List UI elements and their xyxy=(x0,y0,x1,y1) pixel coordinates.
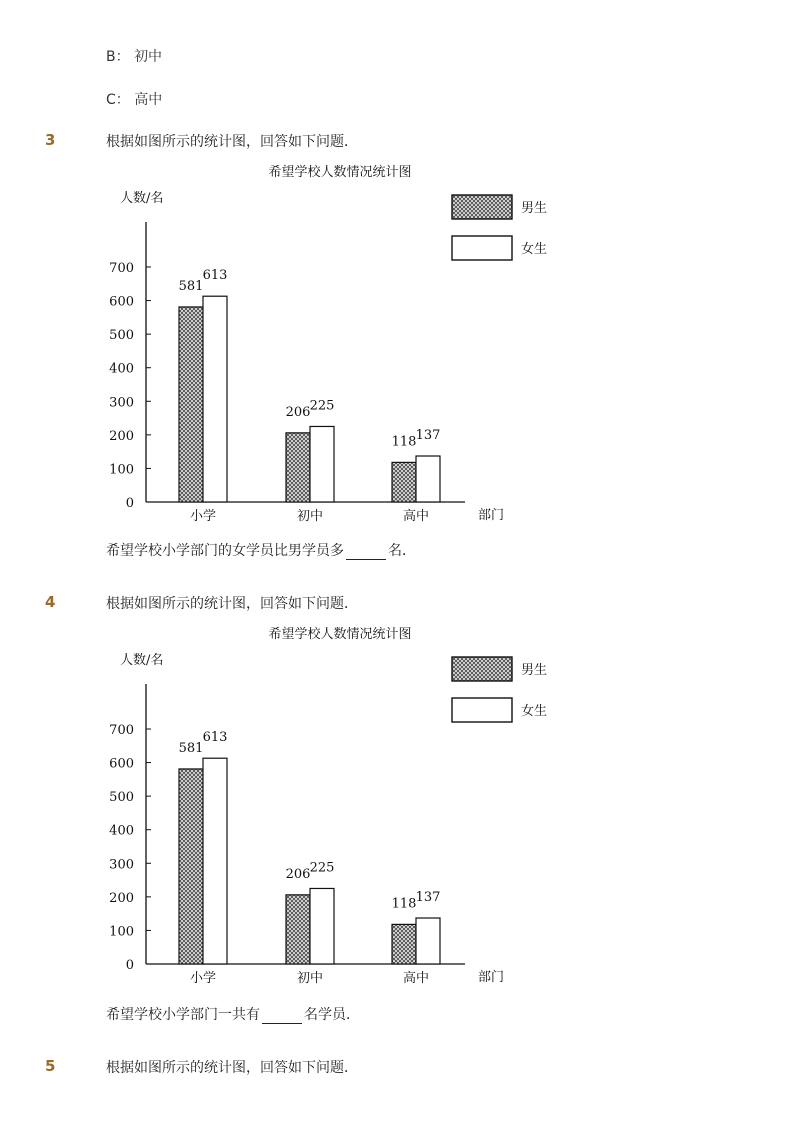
bar-value-label: 581 xyxy=(178,278,204,294)
bar-male xyxy=(286,895,310,964)
bar-female xyxy=(310,888,334,964)
bar-female xyxy=(203,758,227,964)
chart-title: 希望学校人数情况统计图 xyxy=(268,627,412,642)
bar-value-label: 206 xyxy=(285,404,311,420)
chart-title: 希望学校人数情况统计图 xyxy=(268,165,412,180)
bar-chart-question-4 xyxy=(100,617,570,992)
x-tick-label: 小学 xyxy=(189,971,217,986)
bar-value-label: 225 xyxy=(309,398,335,414)
bar-male xyxy=(179,769,203,964)
y-tick-label: 600 xyxy=(109,756,134,772)
bar-female xyxy=(416,456,440,502)
y-tick-label: 200 xyxy=(109,428,134,444)
option-b xyxy=(106,46,162,66)
option-c xyxy=(106,89,162,109)
question-sub-4-before: 希望学校小学部门一共有 xyxy=(106,1007,260,1023)
option-b-label: B： xyxy=(106,49,130,65)
bar-male xyxy=(392,924,416,964)
bar-value-label: 581 xyxy=(178,740,204,756)
legend-label: 男生 xyxy=(521,201,548,216)
legend-label: 男生 xyxy=(521,663,548,678)
bar-value-label: 613 xyxy=(202,730,228,746)
question-prompt-5: 根据如图所示的统计图，回答如下问题． xyxy=(106,1060,358,1076)
question-sub-4 xyxy=(106,1004,360,1024)
bar-value-label: 118 xyxy=(391,434,417,450)
y-tick-label: 100 xyxy=(109,462,134,478)
y-tick-label: 400 xyxy=(109,823,134,839)
y-tick-label: 400 xyxy=(109,361,134,377)
x-axis-label: 部门 xyxy=(478,508,505,523)
y-tick-label: 300 xyxy=(109,857,134,873)
question-number-5: 5 xyxy=(45,1057,56,1075)
y-tick-label: 0 xyxy=(125,958,134,973)
x-tick-label: 初中 xyxy=(296,509,324,524)
bar-value-label: 613 xyxy=(202,268,228,284)
y-tick-label: 700 xyxy=(109,723,134,738)
legend-swatch-female xyxy=(452,698,512,722)
legend-swatch-male xyxy=(452,657,512,681)
y-tick-label: 500 xyxy=(109,790,134,806)
answer-blank[interactable] xyxy=(346,545,386,560)
y-tick-label: 500 xyxy=(109,328,134,344)
y-tick-label: 0 xyxy=(125,496,134,511)
question-sub-3-after: 名． xyxy=(388,543,416,559)
legend-label: 女生 xyxy=(521,704,548,719)
bar-male xyxy=(286,433,310,502)
question-sub-4-after: 名学员． xyxy=(304,1007,360,1023)
bar-value-label: 225 xyxy=(309,860,335,876)
x-tick-label: 高中 xyxy=(402,509,430,524)
legend-swatch-female xyxy=(452,236,512,260)
bar-chart-question-3 xyxy=(100,155,570,530)
option-b-text: 初中 xyxy=(134,49,163,65)
y-axis-label: 人数/名 xyxy=(120,191,164,206)
question-prompt-3: 根据如图所示的统计图，回答如下问题． xyxy=(106,134,358,150)
bar-value-label: 137 xyxy=(415,890,441,906)
y-axis-label: 人数/名 xyxy=(120,653,164,668)
bar-male xyxy=(179,307,203,502)
bar-value-label: 206 xyxy=(285,866,311,882)
bar-value-label: 137 xyxy=(415,428,441,444)
bar-male xyxy=(392,462,416,502)
y-tick-label: 700 xyxy=(109,261,134,276)
x-tick-label: 小学 xyxy=(189,509,217,524)
bar-value-label: 118 xyxy=(391,896,417,912)
y-tick-label: 100 xyxy=(109,924,134,940)
question-prompt-4: 根据如图所示的统计图，回答如下问题． xyxy=(106,596,358,612)
y-tick-label: 600 xyxy=(109,294,134,310)
question-sub-3-before: 希望学校小学部门的女学员比男学员多 xyxy=(106,543,344,559)
x-tick-label: 初中 xyxy=(296,971,324,986)
question-number-4: 4 xyxy=(45,593,56,611)
question-sub-3 xyxy=(106,540,416,560)
bar-female xyxy=(203,296,227,502)
y-tick-label: 200 xyxy=(109,890,134,906)
y-tick-label: 300 xyxy=(109,395,134,411)
question-number-3: 3 xyxy=(45,131,56,149)
x-tick-label: 高中 xyxy=(402,971,430,986)
x-axis-label: 部门 xyxy=(478,970,505,985)
option-c-text: 高中 xyxy=(134,92,163,108)
bar-female xyxy=(416,918,440,964)
legend-label: 女生 xyxy=(521,242,548,257)
legend-swatch-male xyxy=(452,195,512,219)
answer-blank[interactable] xyxy=(262,1009,302,1024)
bar-female xyxy=(310,426,334,502)
option-c-label: C： xyxy=(106,92,130,108)
